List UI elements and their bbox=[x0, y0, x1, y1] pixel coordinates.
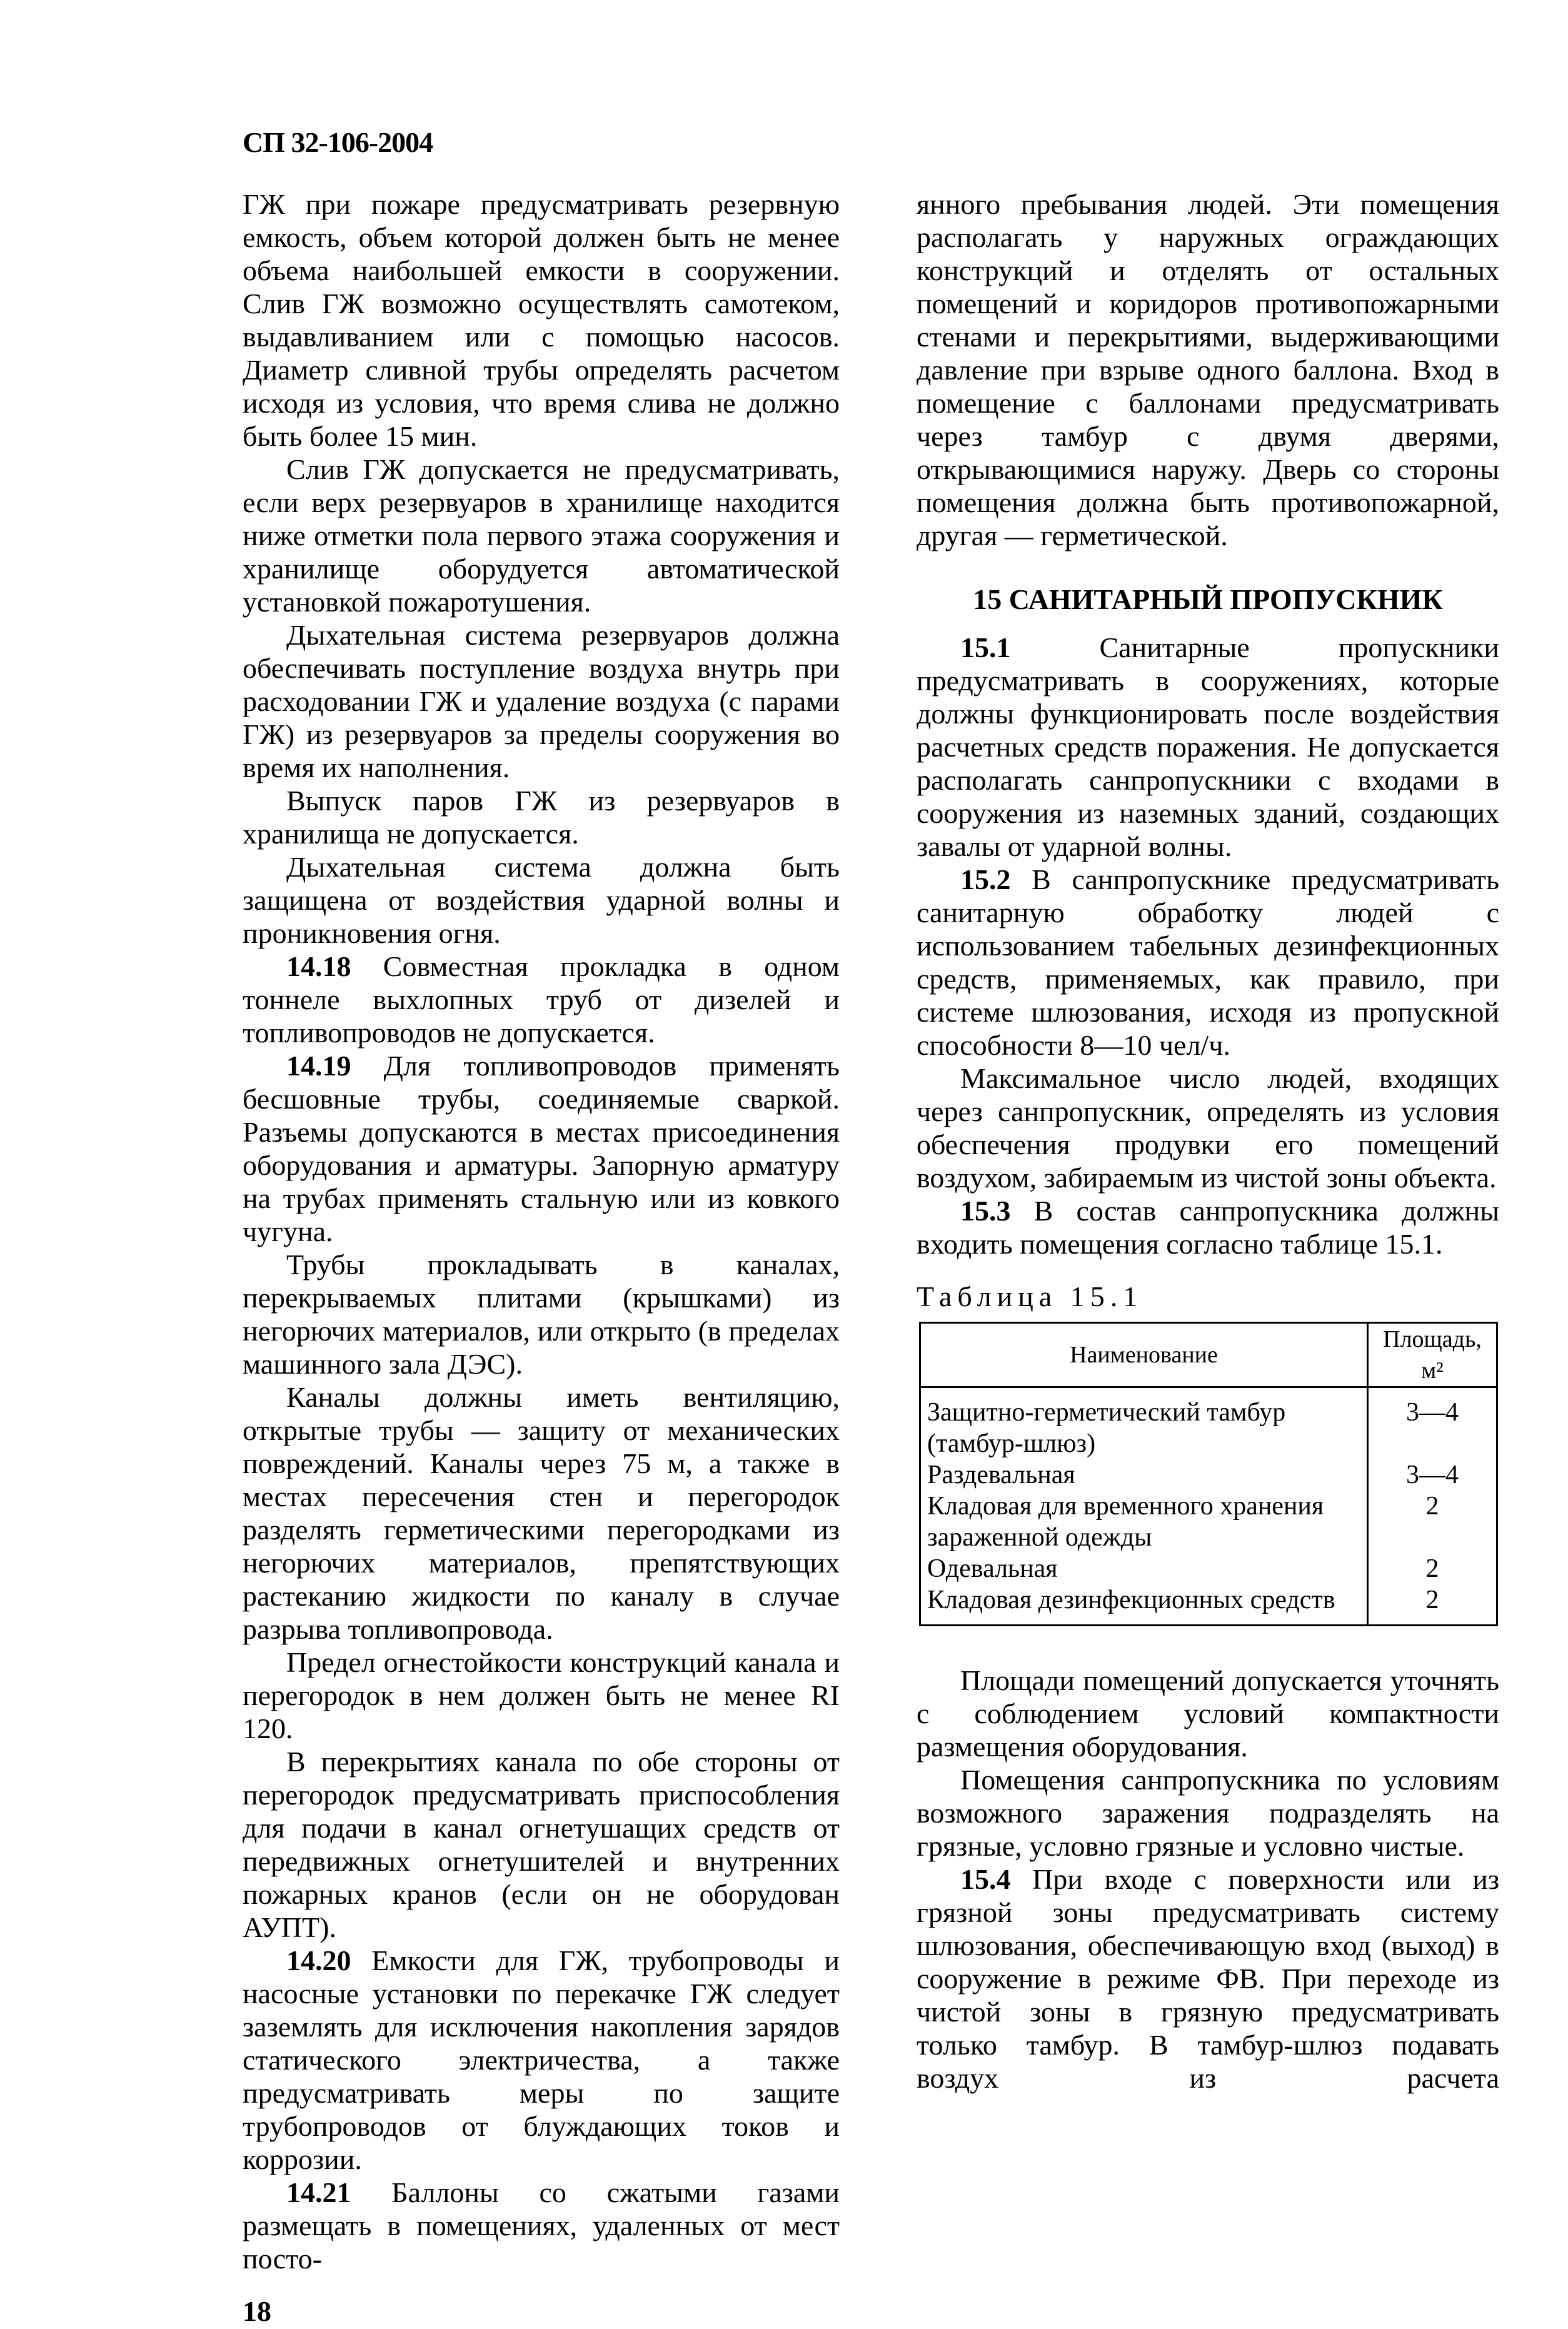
table-row bbox=[920, 1491, 1497, 1553]
cell-name: Одевальная bbox=[920, 1553, 1368, 1584]
clause-15-3: 15.3 В состав санпропускника должны входить помещения согласно таблице 15.1. bbox=[917, 1195, 1500, 1260]
paragraph: Помещения санпропускника по условиям возможного заражения подразделять на грязные, условно грязные и условно чистые. bbox=[917, 1764, 1499, 1862]
cell-name: Защитно-герметический тамбур (тамбур-шлюз) bbox=[920, 1387, 1368, 1460]
running-header: СП 32-106-2004 bbox=[243, 126, 433, 158]
table-row bbox=[920, 1553, 1497, 1584]
paragraph: В перекрытиях канала по обе стороны от перегородок предусматривать приспособления для подачи в канал огнетушащих средств от передвижных огнетушителей и внутренних пожарных кранов (если он не оборудован АУПТ). bbox=[243, 1746, 840, 1943]
table-header-row bbox=[920, 1323, 1497, 1387]
column-header-name: Наименование bbox=[920, 1323, 1368, 1387]
clause-14-21: 14.21 Баллоны со сжатыми газами размещать в помещениях, удаленных от мест посто- bbox=[243, 2176, 840, 2275]
right-column-after-table bbox=[917, 1664, 1499, 2095]
paragraph: Трубы прокладывать в каналах, перекрываемых плитами (крышками) из негорючих материалов, или открыто (в пределах машинного зала ДЭС). bbox=[243, 1249, 840, 1380]
paragraph: Площади помещений допускается уточнять с соблюдением условий компактности размещения оборудования. bbox=[917, 1664, 1499, 1763]
section-heading: 15 САНИТАРНЫЙ ПРОПУСКНИК bbox=[973, 583, 1443, 615]
table-row bbox=[920, 1459, 1497, 1491]
paragraph: Слив ГЖ допускается не предусматривать, если верх резервуаров в хранилище находится ниже отметки пола первого этажа сооружения и хранилище оборудуется автоматической установкой пожаротушения. bbox=[243, 453, 840, 618]
cell-area: 2 bbox=[1368, 1553, 1497, 1584]
paragraph: Дыхательная система должна быть защищена от воздействия ударной волны и проникновения огня. bbox=[243, 851, 840, 949]
clause-14-18: 14.18 Совместная прокладка в одном тоннеле выхлопных труб от дизелей и топливопроводов не допускается. bbox=[243, 950, 840, 1049]
left-column bbox=[243, 188, 840, 2275]
cell-area: 2 bbox=[1368, 1491, 1497, 1553]
paragraph: Выпуск паров ГЖ из резервуаров в хранилища не допускается. bbox=[243, 785, 840, 850]
right-column-wrap bbox=[917, 188, 1499, 2095]
table-row bbox=[920, 1584, 1497, 1626]
right-column-continuation bbox=[917, 188, 1499, 552]
cell-area: 3—4 bbox=[1368, 1387, 1497, 1460]
cell-name: Кладовая дезинфекционных средств bbox=[920, 1584, 1368, 1626]
paragraph: янного пребывания людей. Эти помещения располагать у наружных ограждающих конструкций и отделять от остальных помещений и коридоров противопожарными стенами и перекрытиями, выдерживающими давление при взрыве одного баллона. Вход в помещение с баллонами предусматривать через тамбур с двумя дверями, открывающимися наружу. Дверь со стороны помещения должна быть противопожарной, другая — герметической. bbox=[917, 188, 1499, 551]
cell-name: Раздевальная bbox=[920, 1459, 1368, 1491]
paragraph: Каналы должны иметь вентиляцию, открытые трубы — защиту от механических повреждений. Каналы через 75 м, а также в местах пересечения стен и перегородок разделять герметическими перегородками из негорючих материалов, препятствующих растеканию жидкости по каналу в случае разрыва топливопровода. bbox=[243, 1381, 840, 1645]
paragraph: Максимальное число людей, входящих через санпропускник, определять из условия обеспечения продувки его помещений воздухом, забираемым из чистой зоны объекта. bbox=[917, 1062, 1499, 1194]
clause-15-1: 15.1 Санитарные пропускники предусматривать в сооружениях, которые должны функционировать после воздействия расчетных средств поражения. Не допускается располагать санпропускники с входами в сооружения из наземных зданий, создающих завалы от ударной волны. bbox=[917, 631, 1499, 862]
column-header-area: Площадь, м² bbox=[1368, 1323, 1497, 1387]
page-number: 18 bbox=[243, 2295, 271, 2327]
rooms-table bbox=[919, 1322, 1498, 1626]
clause-15-2: 15.2 В санпропускнике предусматривать санитарную обработку людей с использованием табельных дезинфекционных средств, применяемых, как правило, при системе шлюзования, исходя из пропускной способности 8—10 чел/ч. bbox=[917, 863, 1499, 1061]
clause-15-4: 15.4 При входе с поверхности или из грязной зоны предусматривать систему шлюзования, обеспечивающую вход (выход) в сооружение в режиме ФВ. При переходе из чистой зоны в грязную предусматривать только тамбур. В тамбур-шлюз подавать воздух из расчета bbox=[917, 1863, 1499, 2094]
right-column-before-table bbox=[917, 631, 1499, 1260]
cell-name: Кладовая для временного хранения зараженной одежды bbox=[920, 1491, 1368, 1553]
cell-area: 2 bbox=[1368, 1584, 1497, 1626]
left-column-wrap bbox=[243, 188, 840, 2329]
paragraph: Предел огнестойкости конструкций канала и перегородок в нем должен быть не менее RI 120. bbox=[243, 1646, 840, 1744]
clause-14-20: 14.20 Емкости для ГЖ, трубопроводы и насосные установки по перекачке ГЖ следует заземлять для исключения накопления зарядов статического электричества, а также предусматривать меры по защите трубопроводов от блуждающих токов и коррозии. bbox=[243, 1944, 840, 2175]
cell-area: 3—4 bbox=[1368, 1459, 1497, 1491]
clause-14-19: 14.19 Для топливопроводов применять бесшовные трубы, соединяемые сваркой. Разъемы допускаются в местах присоединения оборудования и арматуры. Запорную арматуру на трубах применять стальную или из ковкого чугуна. bbox=[243, 1050, 840, 1247]
table-row bbox=[920, 1387, 1497, 1460]
paragraph: Дыхательная система резервуаров должна обеспечивать поступление воздуха внутрь при расходовании ГЖ и удаление воздуха (с парами ГЖ) из резервуаров за пределы сооружения во время их наполнения. bbox=[243, 619, 840, 783]
table-caption: Таблица 15.1 bbox=[917, 1280, 1143, 1312]
paragraph: ГЖ при пожаре предусматривать резервную емкость, объем которой должен быть не менее объема наибольшей емкости в сооружении. Слив ГЖ возможно осуществлять самотеком, выдавливанием или с помощью насосов. Диаметр сливной трубы определять расчетом исходя из условия, что время слива не должно быть более 15 мин. bbox=[243, 188, 840, 452]
